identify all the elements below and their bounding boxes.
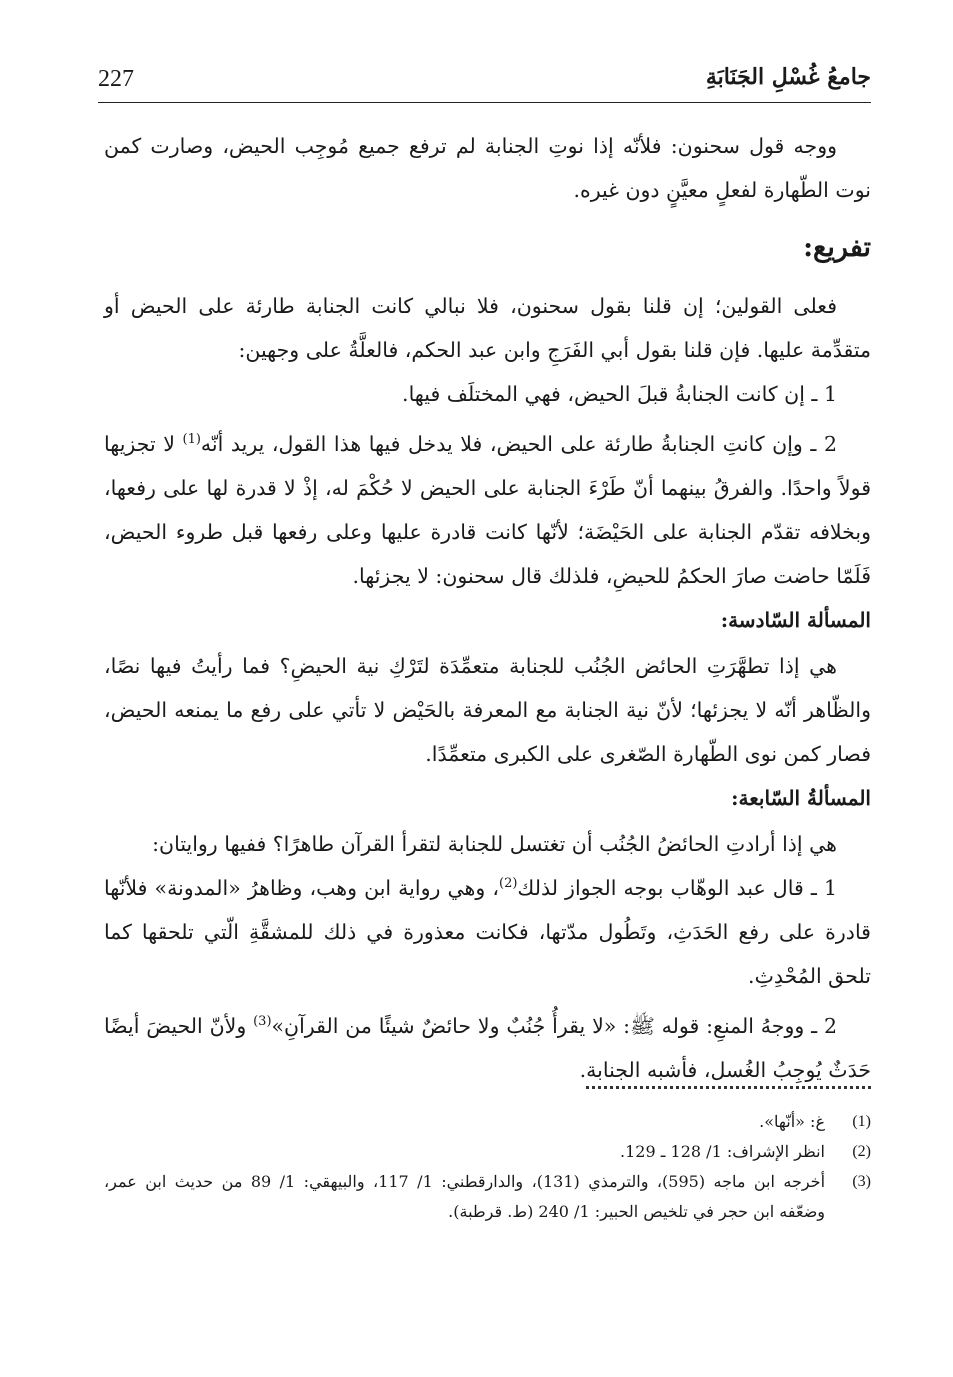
- heading-issue-6: المسألة السّادسة:: [720, 608, 871, 632]
- footnote-ref-3[interactable]: (3): [253, 1014, 272, 1030]
- footnote-text: غ: «أنّها».: [759, 1112, 825, 1131]
- heading-issue-7: المسألةُ السّابعة:: [731, 786, 871, 810]
- footnotes-section: [104, 1086, 871, 1227]
- footnote-text: انظر الإشراف: 1/ 128 ـ 129.: [620, 1142, 825, 1161]
- footnote-text: أخرجه ابن ماجه (595)، والترمذي (131)، والدارقطني: 1/ 117، والبيهقي: 1/ 89 من حديث ابن عمر، وضعّفه ابن حجر في تلخيص الحبير: 1/ 240 (ط. قرطبة).: [104, 1172, 826, 1221]
- page-number: 227: [98, 66, 134, 92]
- paragraph-issue-7-point-2-text-a: 2 ـ ووجهُ المنعِ: قوله ﷺ: «لا يقرأُ جُنُبٌ ولا حائضٌ شيئًا من القرآنِ»: [271, 1014, 837, 1038]
- paragraph-sahnun: ووجه قول سحنون: فلأنّه إذا نوتِ الجنابة لم ترفع جميع مُوجِب الحيض، وصارت كمن نوت الطّهارة لفعلٍ معيَّنٍ دون غيره.: [104, 134, 871, 202]
- paragraph-issue-7-point-1-text-b: ، وهي رواية ابن وهب، وظاهرُ «المدونة» فلأنّها قادرة على رفع الحَدَثِ، وتَطُول مدّتها، فكانت معذورة في ذلك للمشقَّةِ الّتي تلحقها كما تلحق المُحْدِثِ.: [104, 876, 871, 988]
- running-title: جامعُ غُسْلِ الجَنَابَةِ: [705, 64, 871, 90]
- paragraph-point-1: 1 ـ إن كانت الجنابةُ قبلَ الحيض، فهي المختلَف فيها.: [402, 382, 837, 406]
- footnote-separator: [586, 1086, 871, 1089]
- paragraph-issue-7: هي إذا أرادتِ الحائضُ الجُنُب أن تغتسل للجنابة لتقرأ القرآن طاهرًا؟ ففيها روايتان:: [152, 832, 837, 856]
- paragraph-issue-7-point-2: [104, 1004, 871, 1092]
- paragraph-issue-6: هي إذا تطهَّرَتِ الحائض الجُنُب للجنابة متعمِّدَة لتَرْكِ نية الحيضِ؟ فما رأيتُ فيها نصًا، والظّاهر أنّه لا يجزئها؛ لأنّ نية الجنابة مع المعرفة بالحَيْض لا تأتي على رفع ما يمنعه الحيض، فصار كمن نوى الطّهارة الصّغرى على الكبرى متعمِّدًا.: [104, 654, 871, 766]
- paragraph-point-2-text-a: 2 ـ وإن كانتِ الجنابةُ طارئة على الحيض، فلا يدخل فيها هذا القول، يريد أنّه: [200, 432, 837, 456]
- paragraph-issue-7-point-1-text-a: 1 ـ قال عبد الوهّاب بوجه الجواز لذلك: [517, 876, 837, 900]
- footnote-number: (2): [852, 1143, 871, 1160]
- paragraph-two-opinions: فعلى القولين؛ إن قلنا بقول سحنون، فلا نبالي كانت الجنابة طارئة على الحيض أو متقدِّمة عليها. فإن قلنا بقول أبي الفَرَجِ وابن عبد الحكم، فالعلَّةُ على وجهين:: [104, 294, 871, 362]
- paragraph-issue-7-point-2-text-b: ولأنّ الحيضَ أيضًا حَدَثٌ يُوجِبُ الغُسل، فأشبه الجنابة.: [104, 1014, 871, 1082]
- footnote-number: (3): [852, 1173, 871, 1190]
- main-text: [104, 124, 871, 1092]
- footnote-number: (1): [852, 1113, 871, 1130]
- footnote-ref-2[interactable]: (2): [498, 876, 518, 892]
- footnote-item: [104, 1107, 871, 1137]
- footnote-item: [104, 1137, 871, 1167]
- footnote-item: [104, 1167, 871, 1227]
- paragraph-point-2: [104, 422, 871, 598]
- paragraph-issue-7-point-1: [104, 866, 871, 998]
- paragraph-point-2-text-b: لا تجزيها قولاً واحدًا. والفرقُ بينهما أنّ طَرْءَ الجنابة على الحيض لا حُكْمَ له، إذْ لا قدرة لها على رفعها، وبخلافه تقدّم الجنابة على الحَيْضَة؛ لأنّها كانت قادرة عليها وعلى رفعها قبل طروء الحيض، فَلَمّا حاضت صارَ الحكمُ للحيضِ، فلذلك قال سحنون: لا يجزئها.: [104, 432, 871, 588]
- page-header: [98, 62, 871, 103]
- heading-tafri: تفريع:: [803, 232, 871, 263]
- footnote-ref-1[interactable]: (1): [182, 432, 201, 448]
